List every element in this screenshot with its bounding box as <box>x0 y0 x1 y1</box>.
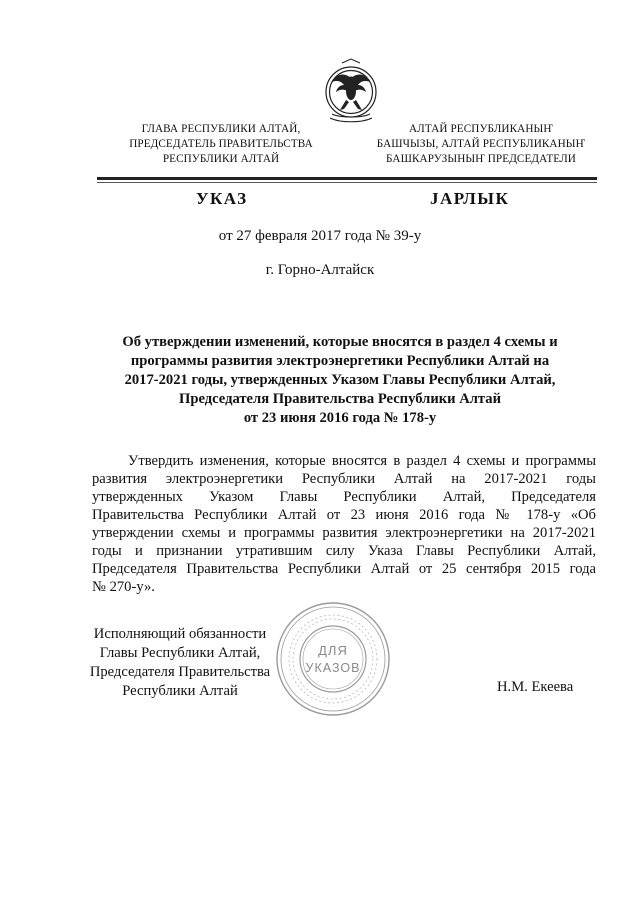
header-right-line: БАШКАРУЗЫНЫҤ ПРЕДСЕДАТЕЛИ <box>386 153 576 165</box>
decree-title <box>100 333 580 428</box>
body-line: годы и признании утратившим силу Указа Главы Республики Алтай, <box>92 543 596 559</box>
header-left-line: ГЛАВА РЕСПУБЛИКИ АЛТАЙ, <box>141 123 301 135</box>
body-line: Председателя Правительства Республики Алтай от 25 сентября 2015 года <box>92 561 596 577</box>
title-line: Об утверждении изменений, которые вносятся в раздел 4 схемы и <box>122 334 558 350</box>
header-right <box>358 122 604 167</box>
doc-type-russian: УКАЗ <box>196 189 248 208</box>
title-line: программы развития электроэнергетики Республики Алтай на <box>130 353 550 369</box>
decree-body <box>92 452 596 596</box>
header-left-line: РЕСПУБЛИКИ АЛТАЙ <box>162 153 280 165</box>
signatory-position-line: Республики Алтай <box>122 683 238 699</box>
header-left <box>116 122 326 167</box>
signatory-position <box>80 625 280 701</box>
signatory-position-line: Председателя Правительства <box>89 664 271 680</box>
decree-date-number: от 27 февраля 2017 года № 39-у <box>218 228 422 244</box>
signatory-position-line: Исполняющий обязанности <box>93 626 267 642</box>
title-line: Председателя Правительства Республики Алтай <box>179 391 501 407</box>
header-divider-thin <box>97 182 597 183</box>
body-line: утверждении схемы и программы развития электроэнергетики на 2017-2021 <box>92 525 596 541</box>
body-line: Правительства Республики Алтай от 23 июня 2016 года № 178-у «Об <box>92 507 596 523</box>
body-line: развития электроэнергетики Республики Алтай на 2017-2021 годы <box>92 471 596 487</box>
stamp-text-line2: УКАЗОВ <box>305 661 361 675</box>
signatory-name: Н.М. Екеева <box>497 679 574 695</box>
coat-of-arms-icon <box>322 58 380 130</box>
title-line: 2017-2021 годы, утвержденных Указом Главы Республики Алтай, <box>124 372 556 388</box>
body-line: № 270-у». <box>92 579 155 595</box>
header-left-line: ПРЕДСЕДАТЕЛЬ ПРАВИТЕЛЬСТВА <box>129 138 313 150</box>
header-right-line: БАШЧЫЗЫ, АЛТАЙ РЕСПУБЛИКАНЫҤ <box>376 138 586 150</box>
signatory-position-line: Главы Республики Алтай, <box>99 645 261 661</box>
header-divider-thick <box>97 177 597 180</box>
decree-city: г. Горно-Алтайск <box>265 262 375 278</box>
body-line: утвержденных Указом Главы Республики Алтай, Председателя <box>92 489 596 505</box>
body-line: Утвердить изменения, которые вносятся в раздел 4 схемы и программы <box>128 453 596 469</box>
header-right-line: АЛТАЙ РЕСПУБЛИКАНЫҤ <box>408 123 554 135</box>
stamp-text-line1: ДЛЯ <box>318 643 348 658</box>
doc-type-altai: JАРЛЫК <box>430 189 510 208</box>
title-line: от 23 июня 2016 года № 178-у <box>243 410 437 426</box>
official-seal-stamp <box>274 600 392 718</box>
